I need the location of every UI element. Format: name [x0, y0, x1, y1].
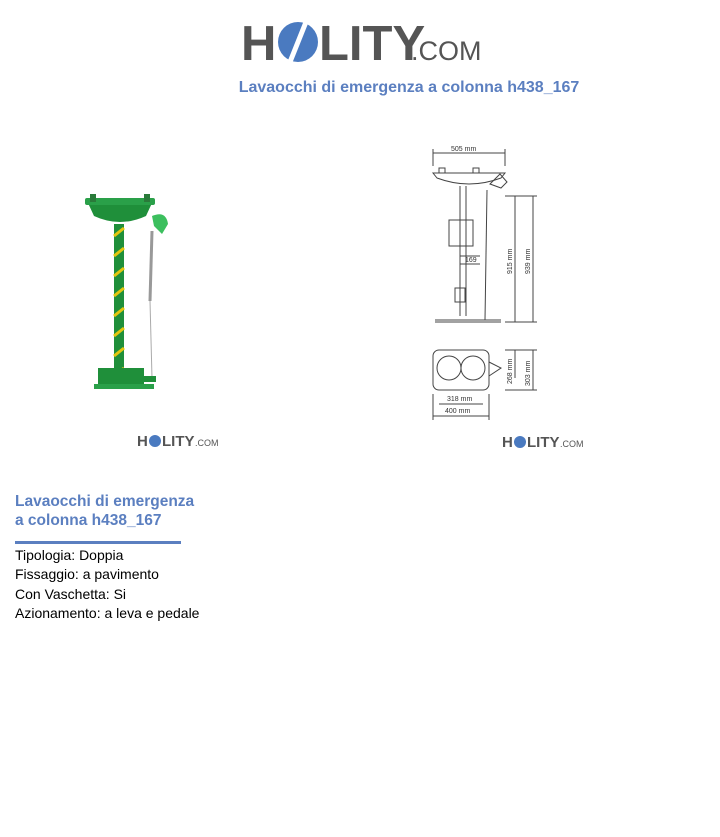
logo-o-icon	[278, 22, 318, 62]
spec-list	[15, 546, 199, 623]
dim-height-1: 915 mm	[507, 248, 514, 274]
logo-letters-lity: LITY	[319, 17, 426, 68]
logo-letter-h: H	[241, 17, 277, 68]
svg-text:LITY: LITY	[162, 433, 195, 450]
technical-drawing	[355, 116, 605, 476]
spec-azionamento: Azionamento: a leva e pedale	[15, 604, 200, 621]
product-name-line-1: Lavaocchi di emergenza	[15, 493, 195, 510]
svg-text:.COM: .COM	[195, 438, 219, 448]
dim-height-2: 939 mm	[525, 248, 532, 274]
page-title: Lavaocchi di emergenza a colonna h438_167	[238, 79, 580, 96]
holity-logo	[241, 12, 481, 68]
dim-width-1: 318 mm	[447, 396, 473, 403]
drawing-watermark	[502, 434, 584, 451]
photo-watermark	[137, 433, 219, 450]
product-name	[15, 492, 225, 530]
logo-com: .COM	[411, 36, 481, 66]
svg-text:LITY: LITY	[527, 434, 560, 451]
dim-depth-1: 268 mm	[507, 358, 514, 384]
product-name-line-2: a colonna h438_167	[15, 512, 162, 529]
product-photo	[80, 116, 280, 476]
dim-top-width: 505 mm	[451, 146, 477, 153]
title-underline	[15, 541, 181, 544]
dim-width-2: 400 mm	[445, 408, 471, 415]
svg-text:H: H	[502, 434, 513, 451]
spec-fissaggio: Fissaggio: a pavimento	[15, 566, 159, 583]
svg-text:.COM: .COM	[560, 439, 584, 449]
svg-text:H: H	[137, 433, 148, 450]
dim-depth-2: 303 mm	[525, 360, 532, 386]
dim-inner: 169	[465, 257, 477, 264]
spec-tipologia: Tipologia: Doppia	[15, 547, 124, 563]
spec-vaschetta: Con Vaschetta: Si	[15, 585, 127, 602]
